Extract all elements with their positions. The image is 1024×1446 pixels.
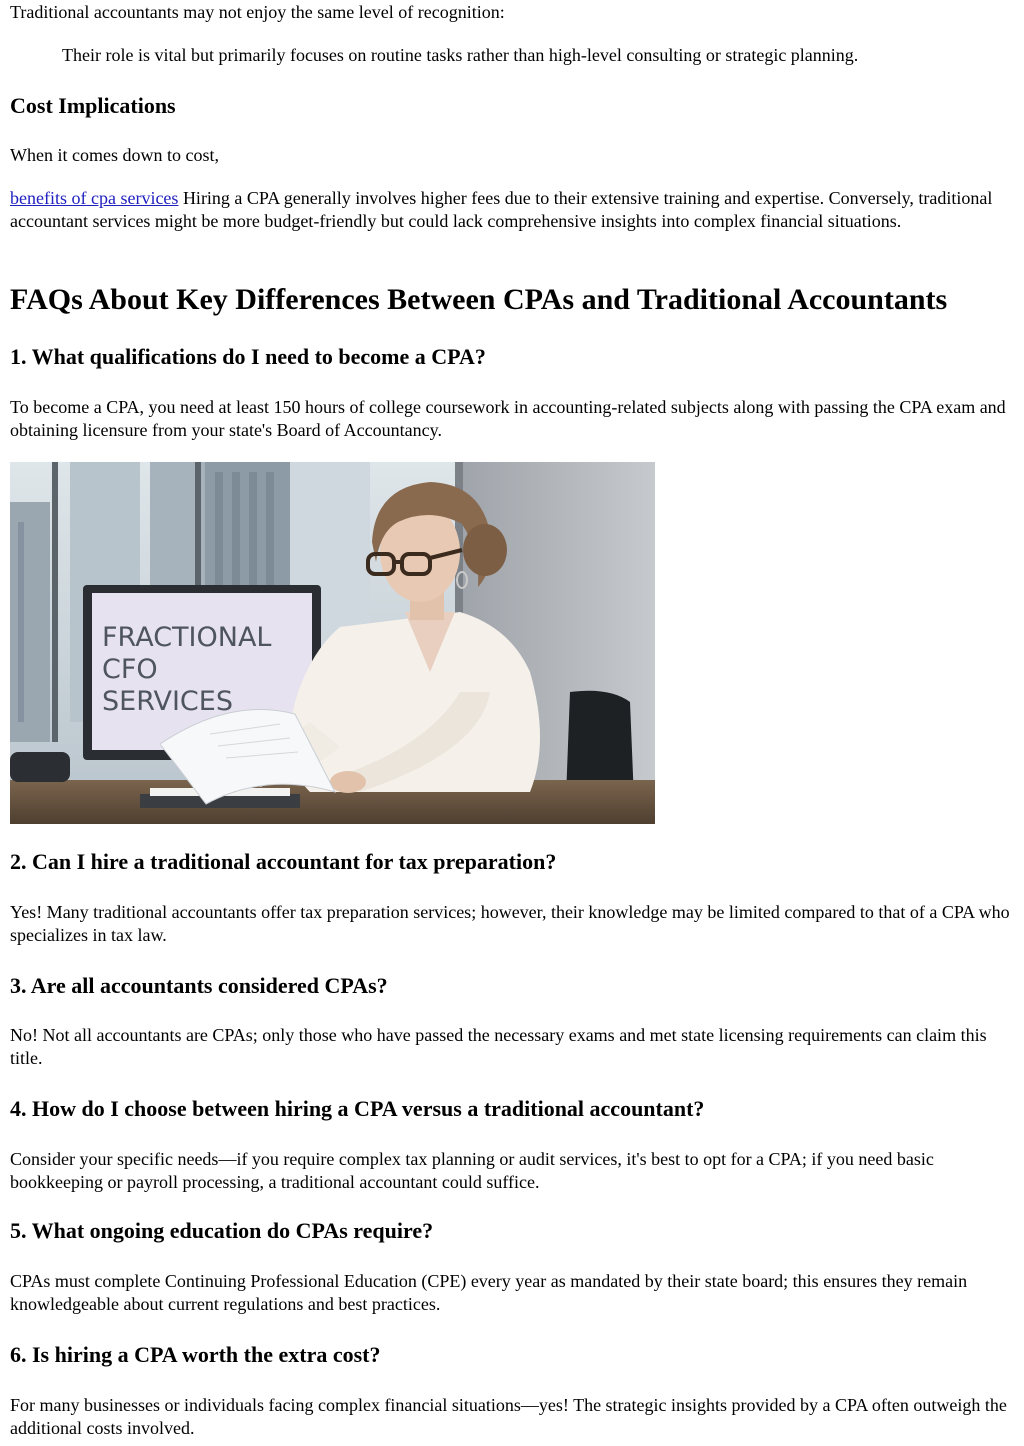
monitor-line-1: FRACTIONAL [102,622,272,653]
article-image [10,462,655,824]
faq-question-1: 1. What qualifications do I need to become a CPA? [10,344,486,369]
faq-answer-2: Yes! Many traditional accountants offer tax preparation services; however, their knowledge may be limited compared to that of a CPA who specializes in tax law. [10,902,1010,945]
monitor-line-3: SERVICES [102,686,233,717]
faq-question-6: 6. Is hiring a CPA worth the extra cost? [10,1342,381,1367]
faq-answer-1: To become a CPA, you need at least 150 hours of college coursework in accounting-related subjects along with passing the CPA exam and obtaining licensure from your state's Board of Accountancy. [10,397,1006,440]
faq-question-5: 5. What ongoing education do CPAs require? [10,1218,434,1243]
faq-title: FAQs About Key Differences Between CPAs and Traditional Accountants [10,283,948,316]
intro-text: Traditional accountants may not enjoy the same level of recognition: [10,2,505,22]
cost-lead: When it comes down to cost, [10,145,219,165]
faq-answer-4: Consider your specific needs—if you require complex tax planning or audit services, it's best to opt for a CPA; if you need basic bookkeeping or payroll processing, a traditional accountant could suffice. [10,1149,934,1192]
cost-body-text: Hiring a CPA generally involves higher fees due to their extensive training and expertise. Conversely, traditional accountant services might be more budget-friendly but could lack comprehensive insights into complex financial situations. [10,188,993,231]
benefits-of-cpa-services-link[interactable]: benefits of cpa services [10,188,179,208]
cost-heading: Cost Implications [10,93,176,118]
faq-question-3: 3. Are all accountants considered CPAs? [10,973,388,998]
cost-paragraph [10,187,1014,233]
monitor-line-2: CFO [102,654,158,685]
faq-answer-3: No! Not all accountants are CPAs; only those who have passed the necessary exams and met state licensing requirements can claim this title. [10,1025,987,1068]
faq-answer-5: CPAs must complete Continuing Professional Education (CPE) every year as mandated by their state board; this ensures they remain knowledgeable about current regulations and best practices. [10,1271,968,1314]
woman-reading-document-photo [10,462,655,824]
faq-answer-6: For many businesses or individuals facing complex financial situations—yes! The strategic insights provided by a CPA often outweigh the additional costs involved. [10,1395,1007,1438]
faq-question-4: 4. How do I choose between hiring a CPA versus a traditional accountant? [10,1096,705,1121]
faq-question-2: 2. Can I hire a traditional accountant for tax preparation? [10,849,557,874]
intro-blockquote: Their role is vital but primarily focuses on routine tasks rather than high-level consulting or strategic planning. [62,45,859,65]
